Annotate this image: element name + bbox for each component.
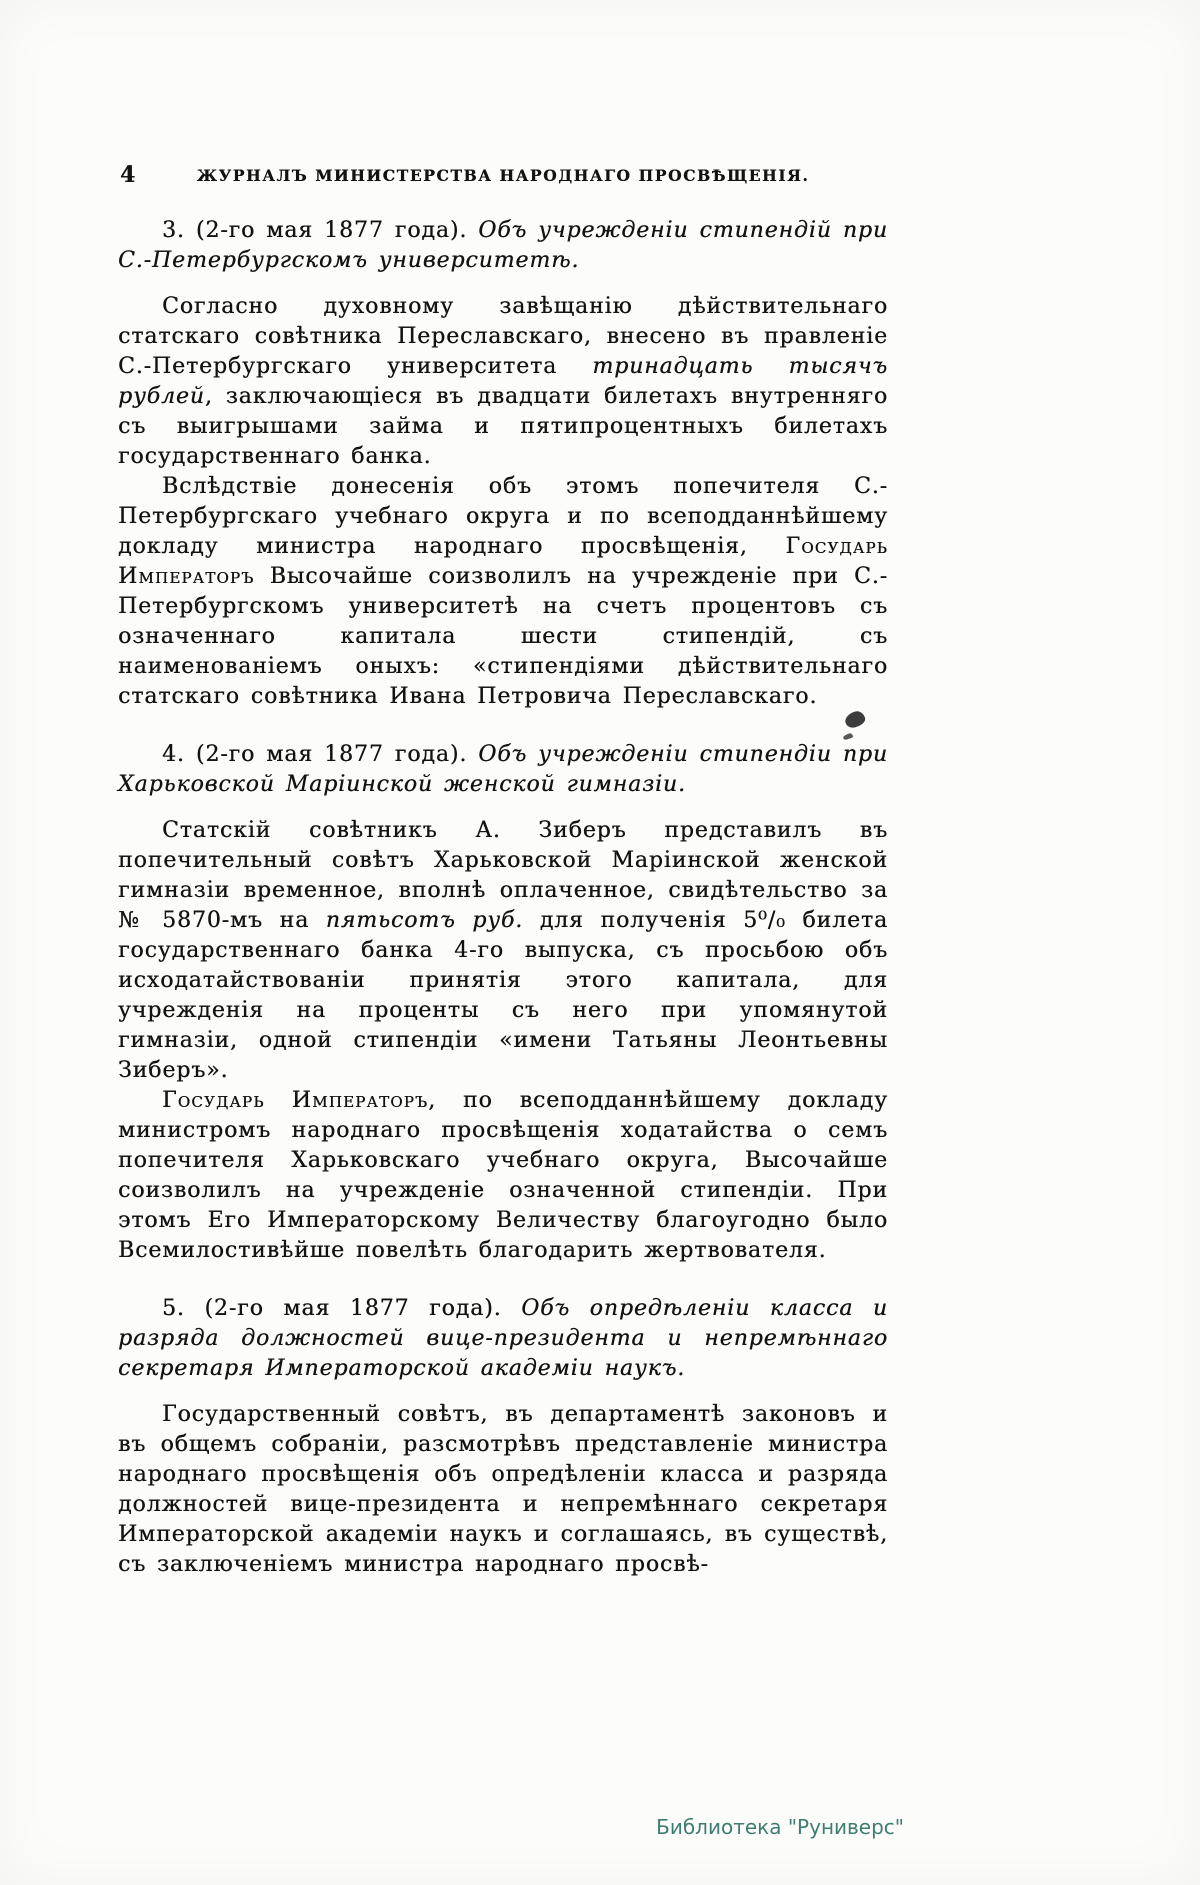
- text-segment: , заключающіеся въ двадцати билетахъ внутренняго съ выигрышами займа и пятипроцентныхъ билетахъ государственнаго банка.: [118, 384, 888, 469]
- text-segment: Государь Императоръ: [162, 1088, 429, 1113]
- page-number: 4: [120, 162, 136, 188]
- text-segment: для полученія 5⁰/₀ билета государственнаго банка 4-го выпуска, съ просьбою объ исходатайствованіи принятія этого капитала, для учрежденія на проценты съ него при упомянутой гимназіи, одной стипендіи «имени Татьяны Леонтьевны Зиберъ».: [118, 908, 888, 1083]
- section-4-paragraph-2: [118, 1086, 888, 1266]
- text-segment: Объ опредѣленіи класса и разряда должностей вице-президента и непремѣннаго секретаря Императорской академіи наукъ.: [118, 1296, 888, 1381]
- section-5-heading: [118, 1294, 888, 1384]
- text-segment: Согласно духовному завѣщанію дѣйствительнаго статскаго совѣтника Переславскаго, внесено въ правленіе С.-Петербургскаго университета: [118, 294, 888, 379]
- section-3-paragraph-1: [118, 292, 888, 472]
- text-segment: 4. (2-го мая 1877 года).: [162, 742, 479, 767]
- text-segment: Вслѣдствіе донесенія объ этомъ попечителя С.-Петербургскаго учебнаго округа и по всеподданнѣйшему докладу министра народнаго просвѣщенія,: [118, 474, 888, 559]
- section-5-paragraph-1: [118, 1400, 888, 1580]
- section-4-paragraph-1: [118, 816, 888, 1086]
- section-3-heading: [118, 216, 888, 276]
- library-watermark: Библиотека "Руниверс": [656, 1815, 904, 1839]
- text-segment: Государственный совѣтъ, въ департаментѣ законовъ и въ общемъ собраніи, разсмотрѣвъ представленіе министра народнаго просвѣщенія объ опредѣленіи класса и разряда должностей вице-президента и непремѣннаго секретаря Императорской академіи наукъ и соглашаясь, въ существѣ, съ заключеніемъ министра народнаго просвѣ-: [118, 1402, 888, 1577]
- text-segment: Объ учрежденіи стипендій при С.-Петербургскомъ университетѣ.: [118, 218, 888, 273]
- text-segment: 3. (2-го мая 1877 года).: [162, 218, 479, 243]
- text-segment: Высочайше соизволилъ на учрежденіе при С.-Петербургскомъ университетѣ на счетъ процентовъ съ означеннаго капитала шести стипендій, съ наименованіемъ оныхъ: «стипендіями дѣйствительнаго статскаго совѣтника Ивана Петровича Переславскаго.: [118, 564, 888, 709]
- text-segment: , по всеподданнѣйшему докладу министромъ народнаго просвѣщенія ходатайства о семъ попечителя Харьковскаго учебнаго округа, Высочайше соизволилъ на учрежденіе означенной стипендіи. При этомъ Его Императорскому Величеству благоугодно было Всемилостивѣйше повелѣть благодарить жертвователя.: [118, 1088, 888, 1263]
- section-4-heading: [118, 740, 888, 800]
- section-3-paragraph-2: [118, 472, 888, 712]
- text-segment: 5. (2-го мая 1877 года).: [162, 1296, 522, 1321]
- text-segment: Статскій совѣтникъ А. Зиберъ представилъ въ попечительный совѣтъ Харьковской Маріинской женской гимназіи временное, вполнѣ оплаченное, свидѣтельство за № 5870-мъ на: [118, 818, 888, 933]
- text-segment: Объ учрежденіи стипендіи при Харьковской Маріинской женской гимназіи.: [118, 742, 888, 797]
- page-header: [118, 162, 888, 188]
- running-header: ЖУРНАЛЪ МИНИСТЕРСТВА НАРОДНАГО ПРОСВѢЩЕНІЯ.: [196, 166, 810, 185]
- text-column: [118, 216, 888, 1580]
- text-segment: тринадцать тысячъ рублей: [118, 354, 888, 409]
- text-segment: Государь Императоръ: [118, 534, 888, 589]
- text-segment: пятьсотъ руб.: [325, 908, 524, 933]
